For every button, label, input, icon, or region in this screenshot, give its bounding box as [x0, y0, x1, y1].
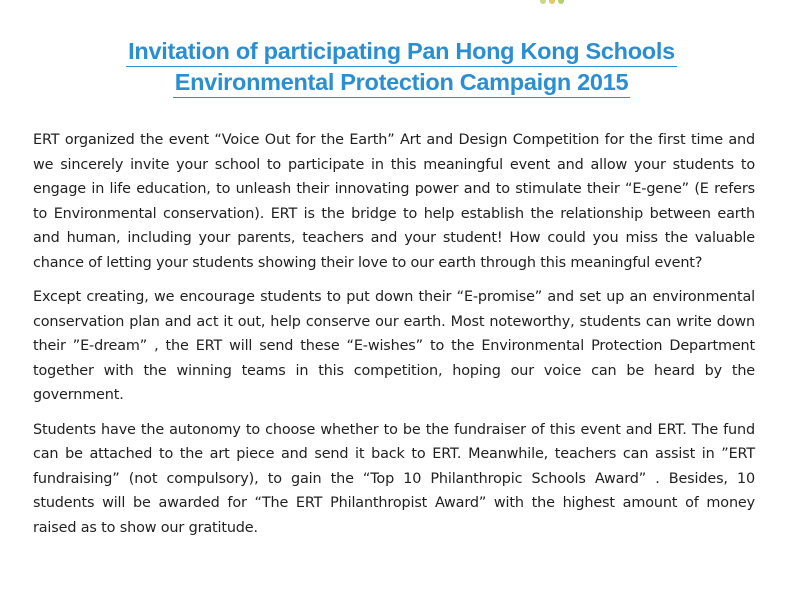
decorative-leaf-icon — [558, 0, 564, 4]
paragraph-2: Except creating, we encourage students to put down their “E-promise” and set up an environmental conservation plan and act it out, help conserve our earth. Most noteworthy, students can write down their ”E-dream” , the ERT will send these “E-wishes” to the Environmental Protection Department together with the winning teams in this competition, hoping our voice can be heard by the government. — [33, 289, 755, 403]
title-line-2: Environmental Protection Campaign 2015 — [173, 67, 631, 98]
paragraph-3: Students have the autonomy to choose whether to be the fundraiser of this event and ERT. The fund can be attached to the art piece and send it back to ERT. Meanwhile, teachers can assist in ”ERT fundraising” (not compulsory), to gain the “Top 10 Philanthropic Schools Award” . Besides, 10 students will be awarded for “The ERT Philanthropist Award” with the highest amount of money raised as to show our gratitude. — [33, 421, 755, 536]
document-body — [33, 128, 755, 550]
paragraph-1: ERT organized the event “Voice Out for the Earth” Art and Design Competition for the first time and we sincerely invite your school to participate in this meaningful event and allow your students to engage in life education, to unleash their innovating power and to stimulate their “E-gene” (E refers to Environmental conservation). ERT is the bridge to help establish the relationship between earth and human, including your parents, teachers and your student! How could you miss the valuable chance of letting your students showing their love to our earth through this meaningful event? — [33, 132, 755, 271]
decorative-header-graphic — [540, 0, 590, 6]
decorative-leaf-icon — [540, 0, 546, 4]
title-line-1: Invitation of participating Pan Hong Kong Schools — [126, 36, 677, 67]
decorative-leaf-icon — [549, 0, 555, 4]
document-title — [0, 36, 803, 98]
